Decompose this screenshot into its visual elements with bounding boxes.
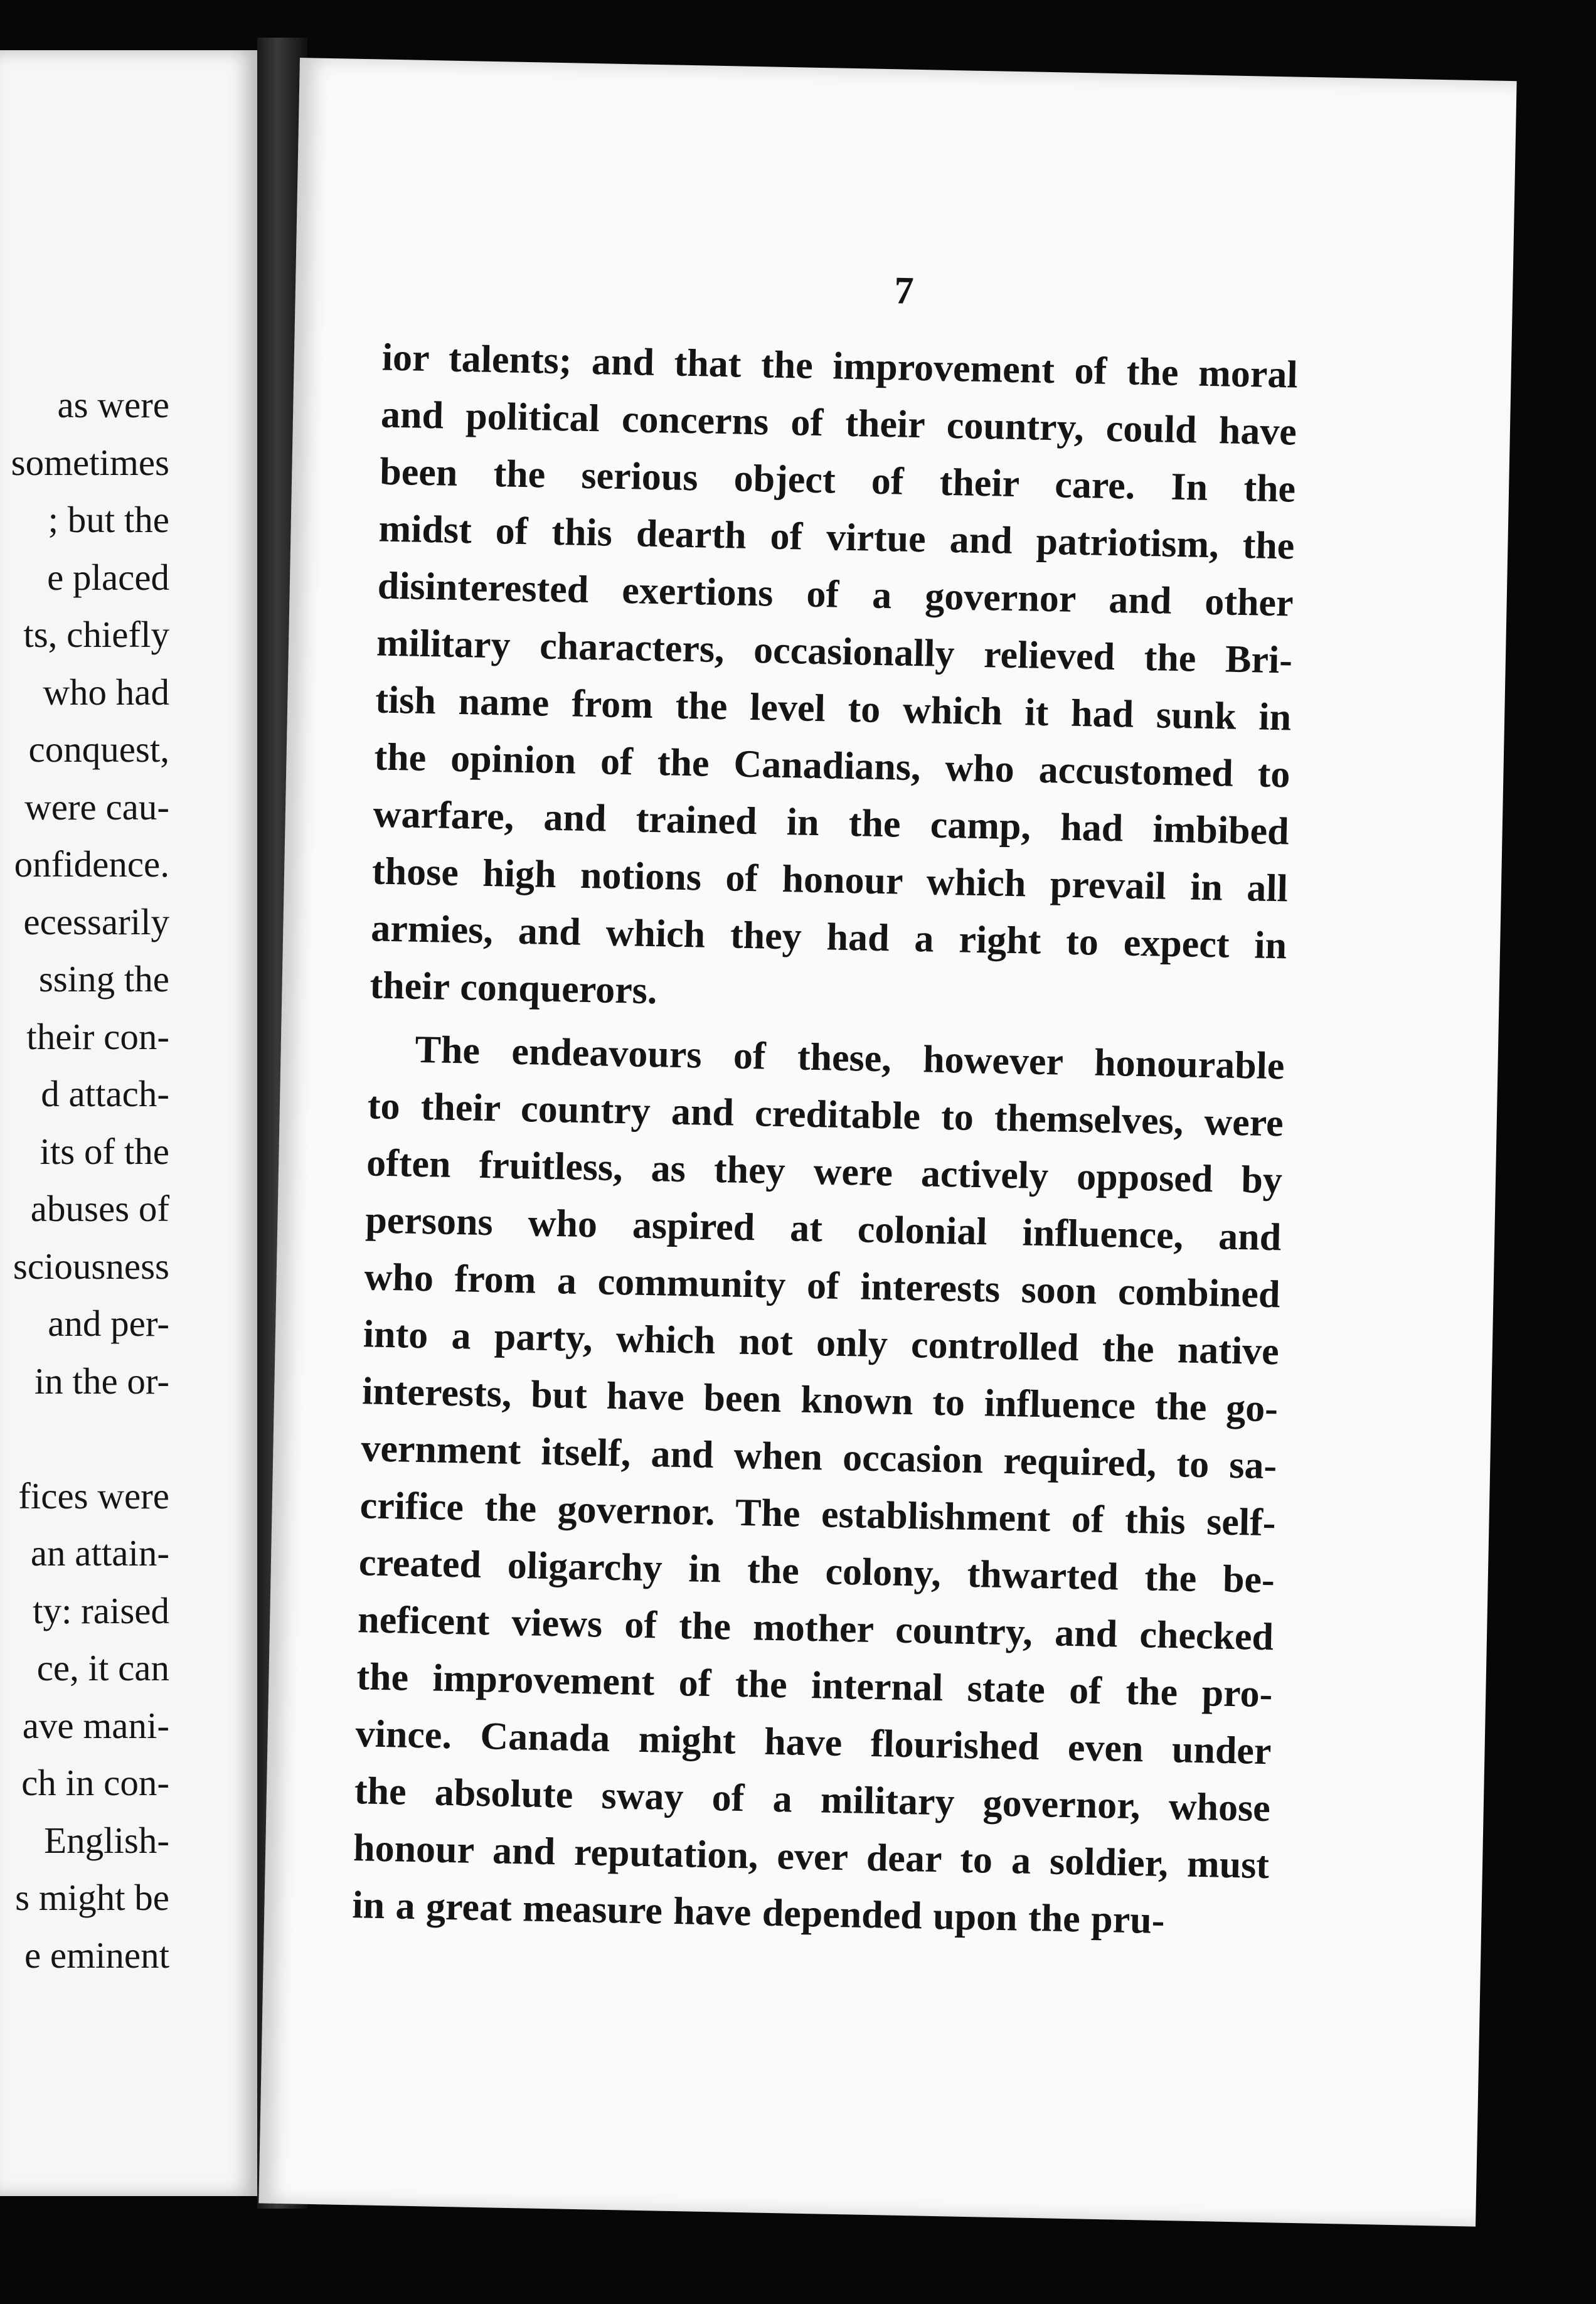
text-line: armies, and which they had a right to expect in	[370, 907, 1287, 968]
page-number: 7	[893, 269, 915, 312]
left-page-line: conquest,	[28, 728, 169, 770]
text-line: created oligarchy in the colony, thwarted the be-	[358, 1541, 1275, 1602]
text-line: the improvement of the internal state of the pro-	[356, 1655, 1273, 1716]
paragraph	[352, 1020, 1285, 1951]
left-page-line: its of the	[40, 1130, 169, 1172]
text-line: tish name from the level to which it had sunk in	[375, 678, 1292, 739]
left-page-line: an attain-	[30, 1532, 169, 1574]
text-line: The endeavours of these, however honourable	[415, 1028, 1285, 1088]
left-page-line: as were	[57, 384, 169, 425]
left-page-line: ts, chiefly	[23, 614, 169, 655]
text-line: often fruitless, as they were actively opposed by	[366, 1141, 1283, 1202]
left-page-line: ave mani-	[22, 1704, 169, 1746]
left-page-line: s might be	[15, 1877, 169, 1918]
text-line: in a great measure have depended upon the pru-	[351, 1884, 1166, 1943]
left-page-line: in the or-	[34, 1360, 169, 1402]
left-page-line: ssing the	[38, 958, 169, 1000]
text-line: who from a community of interests soon combined	[364, 1256, 1281, 1316]
left-page-line: fices were	[18, 1475, 169, 1517]
text-line: vince. Canada might have flourished even under	[355, 1712, 1272, 1773]
left-page-line: e eminent	[24, 1934, 169, 1976]
text-line: disinterested exertions of a governor and other	[377, 564, 1294, 625]
text-line: midst of this dearth of virtue and patriotism, the	[378, 507, 1295, 568]
text-line: been the serious object of their care. In the	[379, 450, 1296, 511]
left-page-line: sciousness	[13, 1245, 169, 1287]
text-line: persons who aspired at colonial influence, and	[364, 1198, 1282, 1259]
text-line: the absolute sway of a military governor, whose	[354, 1769, 1271, 1830]
text-line: the opinion of the Canadians, who accustomed to	[373, 735, 1291, 796]
left-page-line: ty: raised	[33, 1589, 169, 1631]
text-line: honour and reputation, ever dear to a soldier, must	[353, 1827, 1270, 1887]
text-line: warfare, and trained in the camp, had imbibed	[373, 792, 1290, 853]
text-line: military characters, occasionally relieved the Bri-	[376, 621, 1293, 682]
text-line: ior talents; and that the improvement of the moral	[381, 336, 1299, 397]
left-page-line: ecessarily	[23, 900, 169, 942]
left-page-line: English-	[44, 1819, 169, 1861]
paragraph	[370, 329, 1299, 1032]
left-page-line: onfidence.	[14, 843, 169, 885]
text-line: those high notions of honour which prevail in all	[371, 850, 1289, 910]
left-page-line: who had	[43, 671, 169, 713]
text-line: into a party, which not only controlled the native	[363, 1313, 1280, 1373]
left-page-line: ch in con-	[21, 1762, 169, 1803]
text-line: neficent views of the mother country, and checked	[357, 1598, 1274, 1659]
text-line: crifice the governor. The establishment of this self-	[359, 1484, 1277, 1545]
left-page-line: sometimes	[11, 441, 169, 483]
text-line: interests, but have been known to influence the go-	[361, 1370, 1279, 1431]
left-page-line: and per-	[48, 1303, 169, 1344]
text-line: to their country and creditable to themselves, were	[367, 1084, 1284, 1145]
body-text	[352, 329, 1299, 1952]
left-page-line: their con-	[26, 1015, 169, 1057]
left-page-line: abuses of	[30, 1188, 169, 1229]
right-page	[258, 58, 1516, 2227]
left-page-line: ce, it can	[36, 1647, 169, 1688]
text-line: vernment itself, and when occasion required, to sa-	[360, 1427, 1277, 1488]
left-page-fragment	[0, 50, 257, 2196]
text-line: and political concerns of their country, could have	[380, 393, 1297, 454]
text-line: their conquerors.	[369, 964, 658, 1013]
left-page-line: ; but the	[48, 499, 169, 540]
left-page-line: e placed	[47, 556, 169, 598]
left-page-text	[0, 376, 257, 1984]
left-page-line: were cau-	[24, 786, 169, 828]
left-page-line: d attach-	[41, 1073, 169, 1114]
